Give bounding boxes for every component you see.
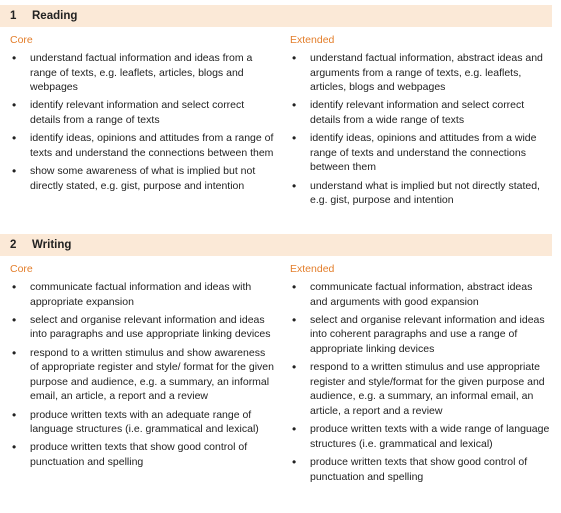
list-item: • understand factual information and ideas from a range of texts, e.g. leaflets, articles, blogs and webpages	[10, 51, 276, 95]
list-item: • select and organise relevant information and ideas into coherent paragraphs and use a range of appropriate linking devices	[290, 313, 552, 357]
section-header	[0, 5, 552, 27]
section-number: 1	[10, 10, 17, 22]
section-reading	[0, 5, 552, 207]
core-column	[10, 27, 276, 197]
list-item: • understand factual information, abstract ideas and arguments from a range of texts, e.g. leaflets, articles, blogs and webpages	[290, 51, 552, 95]
list-item: • produce written texts with a wide range of language structures (i.e. grammatical and lexical)	[290, 422, 552, 451]
extended-list	[290, 51, 552, 208]
extended-list	[290, 280, 552, 484]
list-item: • produce written texts with an adequate range of language structures (i.e. grammatical and lexical)	[10, 408, 276, 437]
list-item: • show some awareness of what is implied but not directly stated, e.g. gist, purpose and intention	[10, 164, 276, 193]
list-item: • select and organise relevant information and ideas into paragraphs and use appropriate linking devices	[10, 313, 276, 342]
list-item: • identify relevant information and select correct details from a wide range of texts	[290, 98, 552, 127]
core-column	[10, 256, 276, 473]
extended-label: Extended	[290, 263, 335, 275]
list-item: • respond to a written stimulus and show awareness of appropriate register and style/ format for the given purpose and audience, e.g. a summary, an informal email, an article, a report and a review	[10, 346, 276, 404]
core-list	[10, 280, 276, 470]
list-item: • communicate factual information, abstract ideas and arguments with good expansion	[290, 280, 552, 309]
section-header	[0, 234, 552, 256]
list-item: • respond to a written stimulus and use appropriate register and style/format for the given purpose and audience, e.g. a summary, an informal email, an article, a report and a review	[290, 360, 552, 418]
list-item: • understand what is implied but not directly stated, e.g. gist, purpose and intention	[290, 179, 552, 208]
list-item: • communicate factual information and ideas with appropriate expansion	[10, 280, 276, 309]
core-label: Core	[10, 34, 33, 46]
core-label: Core	[10, 263, 33, 275]
list-item: • produce written texts that show good control of punctuation and spelling	[290, 455, 552, 484]
core-list	[10, 51, 276, 193]
list-item: • identify ideas, opinions and attitudes from a wide range of texts and understand the connections between them	[290, 131, 552, 175]
extended-column	[290, 256, 552, 488]
section-writing	[0, 234, 552, 483]
extended-column	[290, 27, 552, 211]
section-title: Writing	[32, 239, 72, 251]
extended-label: Extended	[290, 34, 335, 46]
list-item: • produce written texts that show good control of punctuation and spelling	[10, 440, 276, 469]
list-item: • identify relevant information and select correct details from a range of texts	[10, 98, 276, 127]
section-title: Reading	[32, 10, 78, 22]
section-number: 2	[10, 239, 17, 251]
list-item: • identify ideas, opinions and attitudes from a range of texts and understand the connections between them	[10, 131, 276, 160]
